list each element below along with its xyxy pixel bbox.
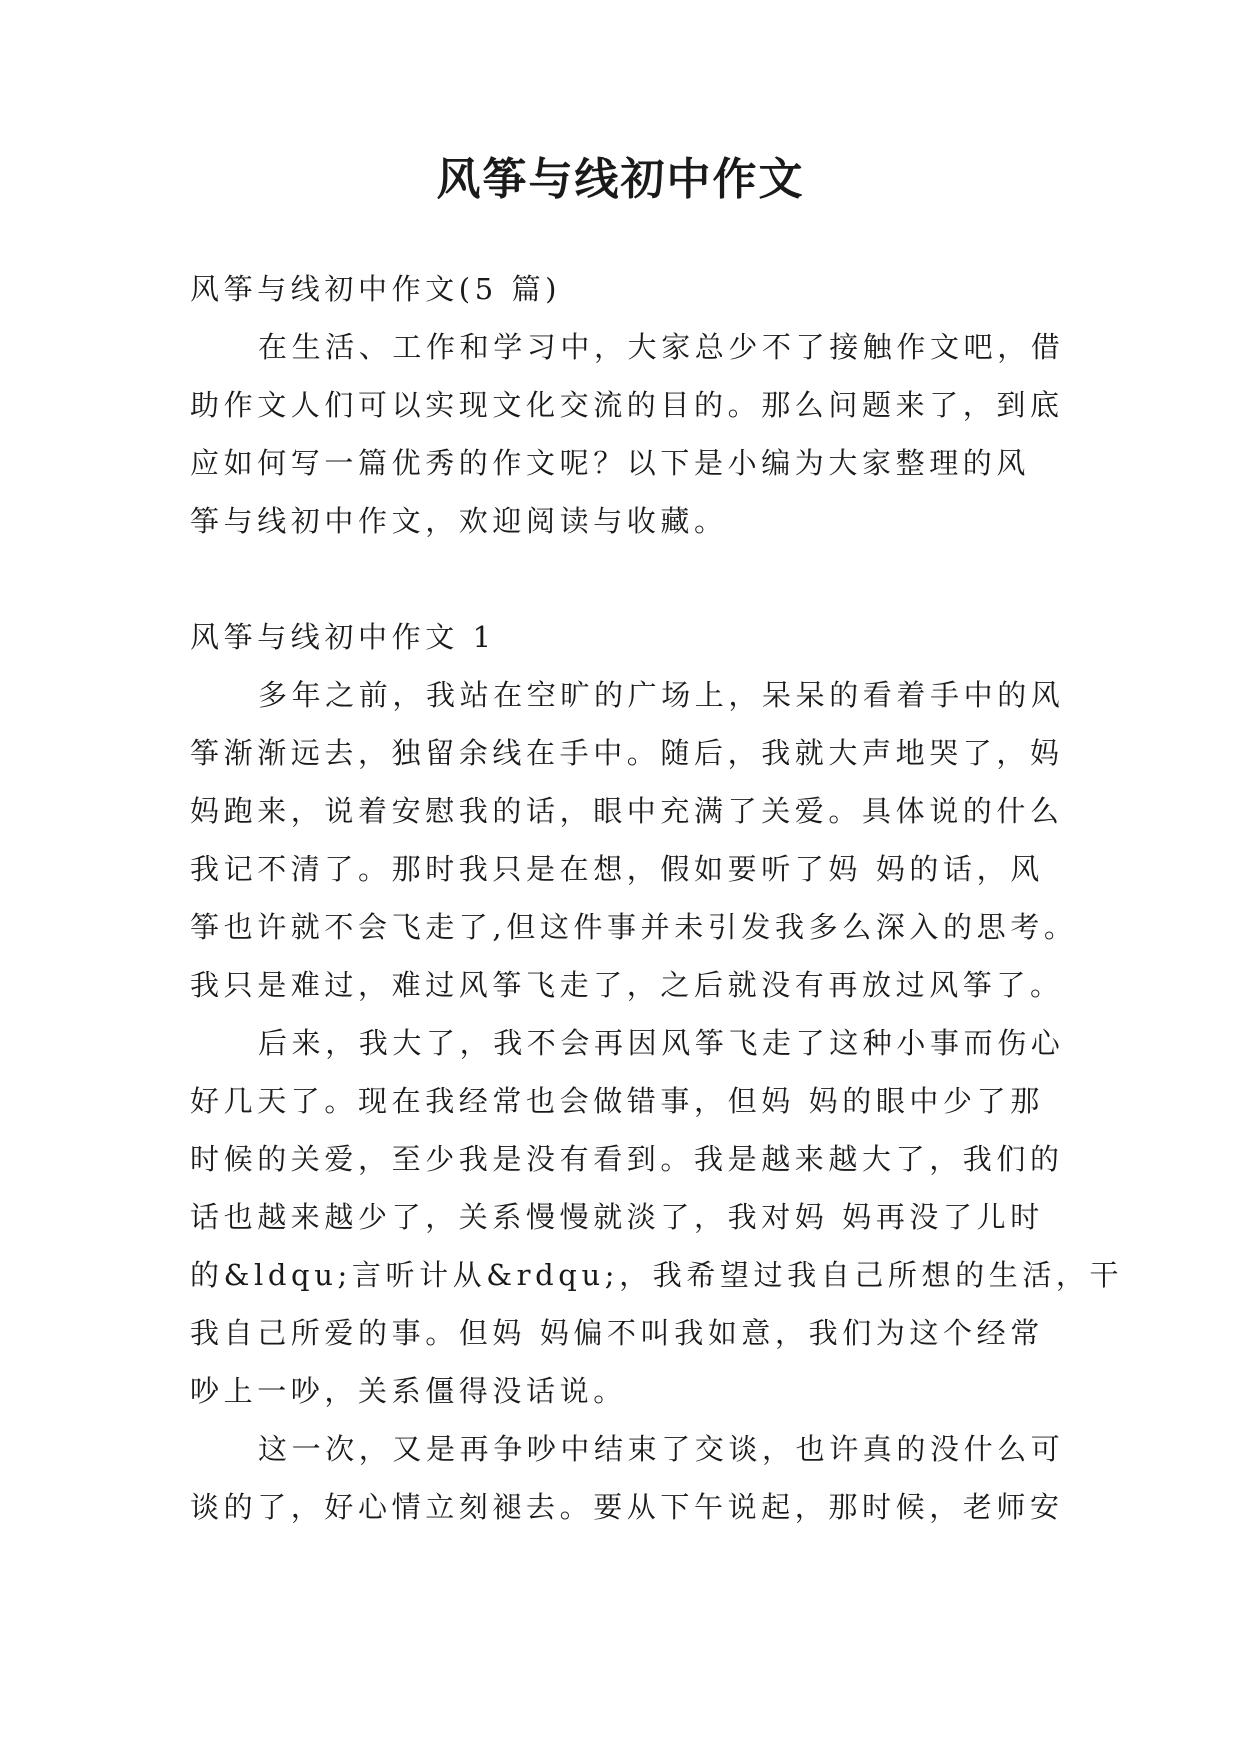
essay-paragraph-1 (190, 666, 1078, 1014)
text-line: 在生活、工作和学习中，大家总少不了接触作文吧，借 (258, 330, 1065, 364)
document-title: 风筝与线初中作文 (436, 154, 805, 205)
text-line: 的&ldqu;言听计从&rdqu;，我希望过我自己所想的生活，干 (190, 1258, 1124, 1292)
text-line: 我只是难过，难过风筝飞走了，之后就没有再放过风筝了。 (190, 968, 1064, 1002)
text-line: 好几天了。现在我经常也会做错事，但妈 妈的眼中少了那 (190, 1084, 1044, 1118)
text-line: 时候的关爱，至少我是没有看到。我是越来越大了，我们的 (190, 1142, 1064, 1176)
paragraph-spacer (190, 550, 1070, 608)
text-line: 吵上一吵，关系僵得没话说。 (190, 1374, 627, 1408)
text-line: 筝与线初中作文，欢迎阅读与收藏。 (190, 504, 728, 538)
text-line: 后来，我大了，我不会再因风筝飞走了这种小事而伤心 (258, 1026, 1065, 1060)
essay-paragraph-2 (190, 1014, 1124, 1420)
text-line: 这一次，又是再争吵中结束了交谈，也许真的没什么可 (258, 1432, 1065, 1466)
document-subtitle: 风筝与线初中作文(5 篇) (190, 272, 562, 306)
text-line: 话也越来越少了，关系慢慢就淡了，我对妈 妈再没了儿时 (190, 1200, 1044, 1234)
text-line: 我自己所爱的事。但妈 妈偏不叫我如意，我们为这个经常 (190, 1316, 1044, 1350)
text-line: 筝也许就不会飞走了,但这件事并未引发我多么深入的思考。 (190, 910, 1078, 944)
text-line: 我记不清了。那时我只是在想，假如要听了妈 妈的话，风 (190, 852, 1044, 886)
text-line: 多年之前，我站在空旷的广场上，呆呆的看着手中的风 (258, 678, 1065, 712)
section-heading: 风筝与线初中作文 1 (190, 620, 496, 654)
document-body (190, 260, 1124, 1536)
text-line: 妈跑来，说着安慰我的话，眼中充满了关爱。具体说的什么 (190, 794, 1064, 828)
intro-paragraph (190, 318, 1070, 550)
essay-paragraph-3 (190, 1420, 1070, 1536)
text-line: 谈的了，好心情立刻褪去。要从下午说起，那时候，老师安 (190, 1490, 1064, 1524)
text-line: 筝渐渐远去，独留余线在手中。随后，我就大声地哭了，妈 (190, 736, 1064, 770)
text-line: 应如何写一篇优秀的作文呢？以下是小编为大家整理的风 (190, 446, 1031, 480)
text-line: 助作文人们可以实现文化交流的目的。那么问题来了，到底 (190, 388, 1064, 422)
